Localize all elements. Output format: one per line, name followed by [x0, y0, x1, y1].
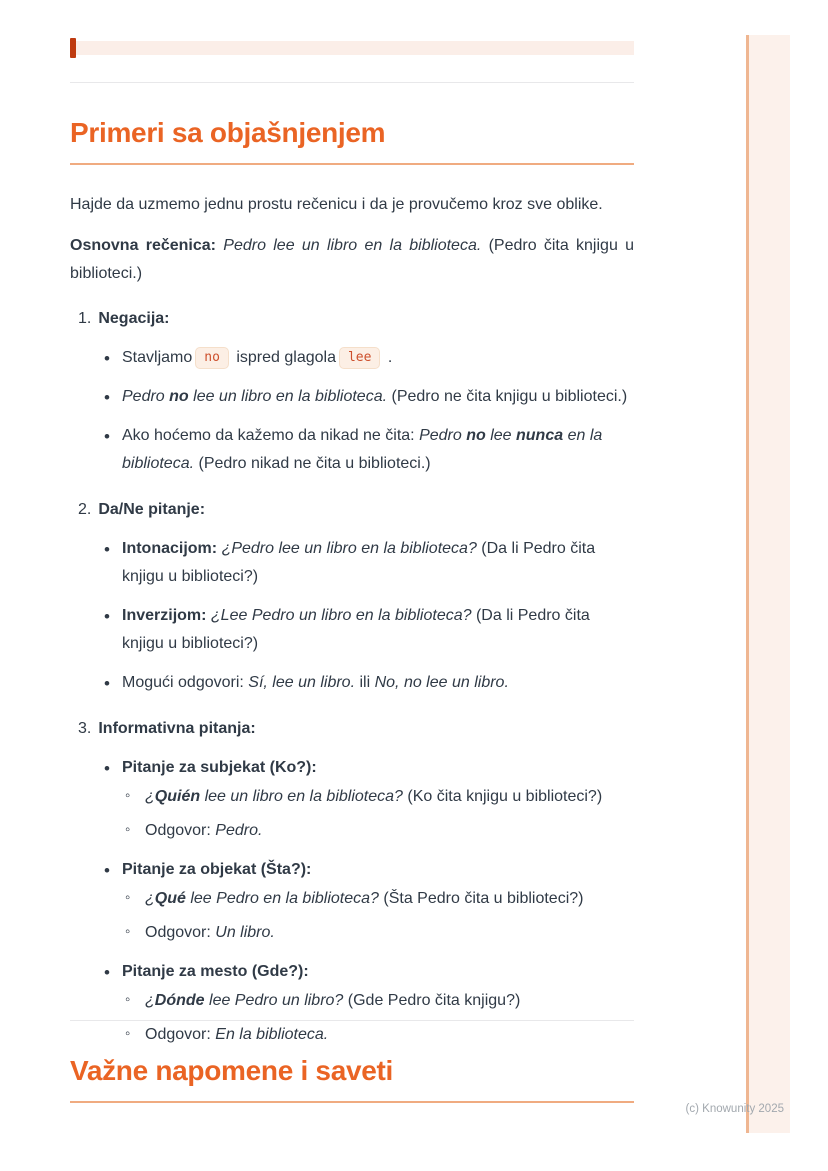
sub-bullet-item	[122, 817, 634, 845]
base-sentence-paragraph	[70, 232, 634, 288]
section-number: 3.	[78, 719, 92, 737]
text-segment: Odgovor:	[145, 821, 216, 839]
text-segment: en la biblioteca.	[122, 426, 603, 472]
numbered-section	[70, 496, 634, 697]
text-segment: ¿	[145, 889, 155, 907]
text-segment: Pedro	[419, 426, 467, 444]
text-segment: Odgovor:	[145, 923, 216, 941]
page-edge-stripe	[746, 35, 790, 1133]
copyright-text: (c) Knowunity 2025	[685, 1103, 784, 1115]
text-segment: Pitanje za subjekat (Ko?):	[122, 758, 317, 776]
text-segment: (Šta Pedro čita u biblioteci?)	[378, 889, 584, 907]
text-segment: lee un libro en la biblioteca.	[188, 387, 388, 405]
section-divider-top	[70, 82, 634, 83]
bullet-item	[70, 856, 634, 947]
text-segment: Stavljamo	[122, 348, 193, 366]
text-segment: Pedro.	[215, 821, 263, 839]
text-segment: (Da li Pedro čita knjigu u biblioteci?)	[122, 606, 590, 652]
text-segment: Sí, lee un libro.	[248, 673, 356, 691]
text-segment: Inverzijom:	[122, 606, 211, 624]
numbered-section	[70, 305, 634, 478]
text-segment: ¿Pedro lee un libro en la biblioteca?	[221, 539, 477, 557]
bullet-list	[70, 535, 634, 697]
text-segment: Pitanje za mesto (Gde?):	[122, 962, 309, 980]
bullet-item	[70, 383, 634, 411]
section-number: 1.	[78, 309, 92, 327]
text-segment: lee Pedro un libro?	[204, 991, 344, 1009]
notes-heading: Važne napomene i saveti	[70, 1054, 634, 1103]
text-segment: En la biblioteca.	[215, 1025, 329, 1043]
text-segment: (Pedro čita knjigu u biblioteci.)	[70, 236, 635, 282]
text-segment: lee un libro en la biblioteca?	[200, 787, 403, 805]
sub-bullet-list	[122, 783, 634, 845]
section-title: Informativna pitanja:	[98, 719, 256, 737]
section-divider-bottom	[70, 1020, 634, 1021]
text-segment: ¿Lee Pedro un libro en la biblioteca?	[210, 606, 472, 624]
text-segment: Un libro.	[215, 923, 275, 941]
sub-bullet-item	[122, 783, 634, 811]
text-segment: ¿	[145, 991, 155, 1009]
bullet-item	[70, 422, 634, 478]
text-segment: Dónde	[154, 991, 205, 1009]
text-segment: lee Pedro en la biblioteca?	[185, 889, 379, 907]
bullet-list	[70, 754, 634, 1049]
section-heading	[70, 496, 634, 524]
sub-bullet-item	[122, 885, 634, 913]
section-title: Da/Ne pitanje:	[98, 500, 206, 518]
sub-bullet-list	[122, 885, 634, 947]
inline-code: no	[195, 347, 229, 370]
text-segment: No, no lee un libro.	[374, 673, 509, 691]
bullet-item	[70, 602, 634, 658]
examples-heading: Primeri sa objašnjenjem	[70, 116, 634, 165]
highlight-bar-fragment	[70, 41, 634, 55]
sub-bullet-item	[122, 919, 634, 947]
text-segment: .	[383, 348, 393, 366]
document-content	[70, 0, 634, 1067]
inline-code: lee	[339, 347, 380, 370]
bullet-item	[70, 669, 634, 697]
bullet-item	[70, 535, 634, 591]
text-segment: Pedro lee un libro en la biblioteca.	[223, 236, 482, 254]
intro-paragraph: Hajde da uzmemo jednu prostu rečenicu i da je provučemo kroz sve oblike.	[70, 195, 603, 213]
text-segment: Pedro	[122, 387, 170, 405]
text-segment: ili	[355, 673, 375, 691]
text-segment: Mogući odgovori:	[122, 673, 249, 691]
section-number: 2.	[78, 500, 92, 518]
text-segment: Osnovna rečenica:	[70, 236, 224, 254]
text-segment: Ako hoćemo da kažemo da nikad ne čita:	[122, 426, 420, 444]
text-segment: (Pedro nikad ne čita u biblioteci.)	[194, 454, 431, 472]
examples-list	[70, 305, 634, 1049]
text-segment: lee	[485, 426, 516, 444]
text-segment: (Da li Pedro čita knjigu u biblioteci?)	[122, 539, 596, 585]
highlight-bar-marker	[70, 38, 76, 58]
text-segment: ispred glagola	[231, 348, 336, 366]
numbered-section	[70, 715, 634, 1049]
text-segment: nunca	[516, 426, 564, 444]
bullet-item	[70, 754, 634, 845]
text-segment: (Pedro ne čita knjigu u biblioteci.)	[387, 387, 628, 405]
section-heading	[70, 715, 634, 743]
text-segment: ¿	[145, 787, 155, 805]
text-segment: Quién	[154, 787, 201, 805]
text-segment: no	[169, 387, 189, 405]
text-segment: no	[466, 426, 486, 444]
sub-bullet-item	[122, 987, 634, 1015]
text-segment: (Gde Pedro čita knjigu?)	[343, 991, 521, 1009]
text-segment: Qué	[154, 889, 186, 907]
section-title: Negacija:	[98, 309, 170, 327]
section-heading	[70, 305, 634, 333]
notes-section	[70, 1020, 634, 1103]
bullet-item	[70, 344, 634, 372]
text-segment: Intonacijom:	[122, 539, 222, 557]
text-segment: Odgovor:	[145, 1025, 216, 1043]
text-segment: Pitanje za objekat (Šta?):	[122, 860, 312, 878]
bullet-list	[70, 344, 634, 478]
text-segment: (Ko čita knjigu u biblioteci?)	[402, 787, 603, 805]
